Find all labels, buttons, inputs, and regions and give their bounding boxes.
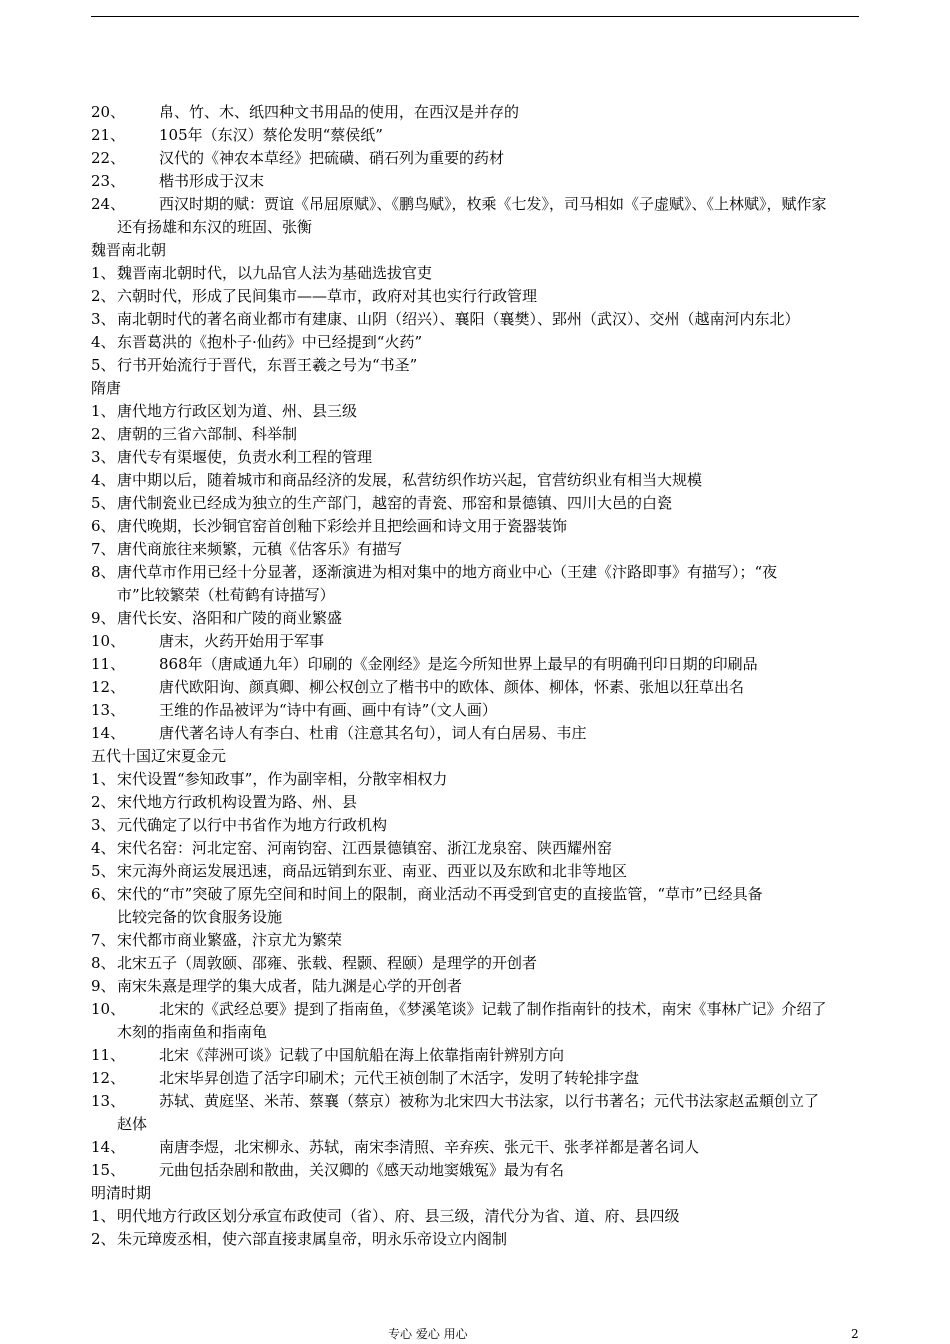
list-item xyxy=(91,814,859,837)
list-item xyxy=(91,837,859,860)
item-text-continuation: 木刻的指南鱼和指南龟 xyxy=(117,1023,268,1041)
item-number: 2、 xyxy=(91,287,116,305)
item-text: 唐代欧阳询、颜真卿、柳公权创立了楷书中的欧体、颜体、柳体，怀素、张旭以狂草出名 xyxy=(159,678,745,696)
item-number: 6、 xyxy=(91,885,116,903)
section-heading: 五代十国辽宋夏金元 xyxy=(91,747,227,765)
item-number: 2、 xyxy=(91,425,116,443)
item-number: 20、 xyxy=(91,103,126,121)
list-item xyxy=(91,561,859,607)
item-text: 唐代制瓷业已经成为独立的生产部门，越窑的青瓷、邢窑和景德镇、四川大邑的白瓷 xyxy=(117,494,673,512)
item-text: 宋元海外商运发展迅速，商品远销到东亚、南亚、西亚以及东欧和北非等地区 xyxy=(117,862,628,880)
list-item xyxy=(91,101,859,124)
item-text: 六朝时代，形成了民间集市——草市，政府对其也实行行政管理 xyxy=(117,287,538,305)
item-text: 魏晋南北朝时代，以九品官人法为基础选拔官吏 xyxy=(117,264,433,282)
list-item xyxy=(91,952,859,975)
list-item xyxy=(91,883,859,929)
list-item xyxy=(91,1067,859,1090)
section-heading: 明清时期 xyxy=(91,1184,152,1202)
item-text: 宋代设置“参知政事”，作为副宰相，分散宰相权力 xyxy=(117,770,448,788)
item-text: 王维的作品被评为“诗中有画、画中有诗”（文人画） xyxy=(159,701,497,719)
item-number: 5、 xyxy=(91,494,116,512)
item-text: 唐朝的三省六部制、科举制 xyxy=(117,425,298,443)
section-heading: 魏晋南北朝 xyxy=(91,241,167,259)
item-text: 唐代地方行政区划为道、州、县三级 xyxy=(117,402,358,420)
item-text: 元曲包括杂剧和散曲，关汉卿的《感天动地窦娥冤》最为有名 xyxy=(159,1161,565,1179)
item-number: 4、 xyxy=(91,471,116,489)
item-number: 14、 xyxy=(91,724,126,742)
list-item xyxy=(91,492,859,515)
item-number: 2、 xyxy=(91,793,116,811)
item-text: 北宋毕昇创造了活字印刷术；元代王祯创制了木活字，发明了转轮排字盘 xyxy=(159,1069,640,1087)
item-number: 24、 xyxy=(91,195,126,213)
item-number: 5、 xyxy=(91,862,116,880)
item-number: 3、 xyxy=(91,448,116,466)
item-text: 西汉时期的赋：贾谊《吊屈原赋》、《鹏鸟赋》，枚乘《七发》，司马相如《子虚赋》、《上林赋》，赋作家 xyxy=(159,195,827,213)
list-item xyxy=(91,193,859,239)
list-item xyxy=(91,1228,859,1251)
item-text-continuation: 还有扬雄和东汉的班固、张衡 xyxy=(117,218,313,236)
item-number: 5、 xyxy=(91,356,116,374)
item-number: 7、 xyxy=(91,931,116,949)
item-text: 元代确定了以行中书省作为地方行政机构 xyxy=(117,816,388,834)
item-number: 9、 xyxy=(91,609,116,627)
list-item xyxy=(91,354,859,377)
list-item xyxy=(91,860,859,883)
item-text: 唐代著名诗人有李白、杜甫（注意其名句），词人有白居易、韦庄 xyxy=(159,724,587,742)
list-item xyxy=(91,124,859,147)
item-number: 8、 xyxy=(91,954,116,972)
list-item xyxy=(91,1159,859,1182)
item-text: 行书开始流行于晋代，东晋王羲之号为“书圣” xyxy=(117,356,418,374)
item-text: 宋代地方行政机构设置为路、州、县 xyxy=(117,793,358,811)
list-item xyxy=(91,446,859,469)
item-number: 15、 xyxy=(91,1161,126,1179)
item-number: 11、 xyxy=(91,1046,126,1064)
item-text-continuation: 比较完备的饮食服务设施 xyxy=(117,908,283,926)
item-number: 12、 xyxy=(91,1069,126,1087)
item-number: 10、 xyxy=(91,1000,126,1018)
item-text: 唐代长安、洛阳和广陵的商业繁盛 xyxy=(117,609,343,627)
list-item xyxy=(91,469,859,492)
footer-motto: 专心 爱心 用心 xyxy=(388,1327,468,1341)
item-text: 北宋《萍洲可谈》记载了中国航船在海上依靠指南针辨别方向 xyxy=(159,1046,565,1064)
list-item xyxy=(91,607,859,630)
item-number: 22、 xyxy=(91,149,126,167)
list-item xyxy=(91,929,859,952)
item-text: 南北朝时代的著名商业都市有建康、山阴（绍兴）、襄阳（襄樊）、郢州（武汉）、交州（越南河内东北） xyxy=(117,310,800,328)
item-number: 1、 xyxy=(91,264,116,282)
list-item xyxy=(91,768,859,791)
list-item xyxy=(91,400,859,423)
list-item xyxy=(91,538,859,561)
item-text: 唐代专有渠堰使，负责水利工程的管理 xyxy=(117,448,373,466)
item-number: 23、 xyxy=(91,172,126,190)
item-text: 宋代的“市”突破了原先空间和时间上的限制，商业活动不再受到官吏的直接监管，“草市”已经具备 xyxy=(117,885,763,903)
item-number: 2、 xyxy=(91,1230,116,1248)
list-item xyxy=(91,308,859,331)
list-item xyxy=(91,1044,859,1067)
item-text: 868年（唐咸通九年）印刷的《金刚经》是迄今所知世界上最早的有明确刊印日期的印刷品 xyxy=(159,655,758,673)
item-number: 13、 xyxy=(91,1092,126,1110)
item-number: 21、 xyxy=(91,126,126,144)
item-number: 3、 xyxy=(91,310,116,328)
item-text: 楷书形成于汉末 xyxy=(159,172,265,190)
item-text: 北宋的《武经总要》提到了指南鱼，《梦溪笔谈》记载了制作指南针的技术，南宋《事林广记》介绍了 xyxy=(159,1000,827,1018)
item-text: 北宋五子（周敦颐、邵雍、张载、程颢、程颐）是理学的开创者 xyxy=(117,954,538,972)
item-text-continuation: 赵体 xyxy=(117,1115,148,1133)
item-number: 11、 xyxy=(91,655,126,673)
item-text: 唐代晚期，长沙铜官窑首创釉下彩绘并且把绘画和诗文用于瓷器装饰 xyxy=(117,517,568,535)
item-number: 14、 xyxy=(91,1138,126,1156)
item-text: 明代地方行政区划分承宣布政使司（省）、府、县三级，清代分为省、道、府、县四级 xyxy=(117,1207,680,1225)
header-rule xyxy=(91,16,859,17)
item-text: 南宋朱熹是理学的集大成者，陆九渊是心学的开创者 xyxy=(117,977,463,995)
item-text: 105年（东汉）蔡伦发明“蔡侯纸” xyxy=(159,126,383,144)
list-item xyxy=(91,262,859,285)
list-item xyxy=(91,791,859,814)
item-text: 南唐李煜，北宋柳永、苏轼，南宋李清照、辛弃疾、张元干、张孝祥都是著名词人 xyxy=(159,1138,700,1156)
list-item xyxy=(91,170,859,193)
list-item xyxy=(91,975,859,998)
list-item xyxy=(91,653,859,676)
item-text: 东晋葛洪的《抱朴子·仙药》中已经提到“火药” xyxy=(117,333,423,351)
list-item xyxy=(91,998,859,1044)
item-number: 8、 xyxy=(91,563,116,581)
section-heading: 隋唐 xyxy=(91,379,122,397)
item-number: 4、 xyxy=(91,839,116,857)
item-number: 9、 xyxy=(91,977,116,995)
list-item xyxy=(91,699,859,722)
list-item xyxy=(91,1205,859,1228)
list-item xyxy=(91,1090,859,1136)
document-body xyxy=(91,101,859,1251)
list-item xyxy=(91,331,859,354)
item-number: 10、 xyxy=(91,632,126,650)
item-number: 13、 xyxy=(91,701,126,719)
list-item xyxy=(91,1136,859,1159)
item-number: 3、 xyxy=(91,816,116,834)
list-item xyxy=(91,285,859,308)
list-item xyxy=(91,722,859,745)
item-text: 唐代商旅往来频繁，元稹《估客乐》有描写 xyxy=(117,540,403,558)
item-number: 12、 xyxy=(91,678,126,696)
item-text-continuation: 市”比较繁荣（杜荀鹤有诗描写） xyxy=(117,586,335,604)
item-text: 宋代都市商业繁盛，汴京尤为繁荣 xyxy=(117,931,343,949)
list-item xyxy=(91,676,859,699)
item-text: 唐末，火药开始用于军事 xyxy=(159,632,325,650)
item-number: 1、 xyxy=(91,402,116,420)
item-text: 唐代草市作用已经十分显著，逐渐演进为相对集中的地方商业中心（王建《汴路即事》有描写）；“夜 xyxy=(117,563,778,581)
item-text: 苏轼、黄庭坚、米芾、蔡襄（蔡京）被称为北宋四大书法家，以行书著名；元代书法家赵孟頫创立了 xyxy=(159,1092,820,1110)
item-text: 宋代名窑：河北定窑、河南钧窑、江西景德镇窑、浙江龙泉窑、陕西耀州窑 xyxy=(117,839,613,857)
list-item xyxy=(91,423,859,446)
item-number: 4、 xyxy=(91,333,116,351)
item-number: 1、 xyxy=(91,1207,116,1225)
list-item xyxy=(91,147,859,170)
item-text: 汉代的《神农本草经》把硫磺、硝石列为重要的药材 xyxy=(159,149,505,167)
item-text: 帛、竹、木、纸四种文书用品的使用，在西汉是并存的 xyxy=(159,103,520,121)
item-number: 6、 xyxy=(91,517,116,535)
item-number: 1、 xyxy=(91,770,116,788)
page-number: 2 xyxy=(851,1327,859,1341)
item-text: 朱元璋废丞相，使六部直接隶属皇帝，明永乐帝设立内阁制 xyxy=(117,1230,508,1248)
item-text: 唐中期以后，随着城市和商品经济的发展，私营纺织作坊兴起，官营纺织业有相当大规模 xyxy=(117,471,703,489)
list-item xyxy=(91,515,859,538)
list-item xyxy=(91,630,859,653)
item-number: 7、 xyxy=(91,540,116,558)
